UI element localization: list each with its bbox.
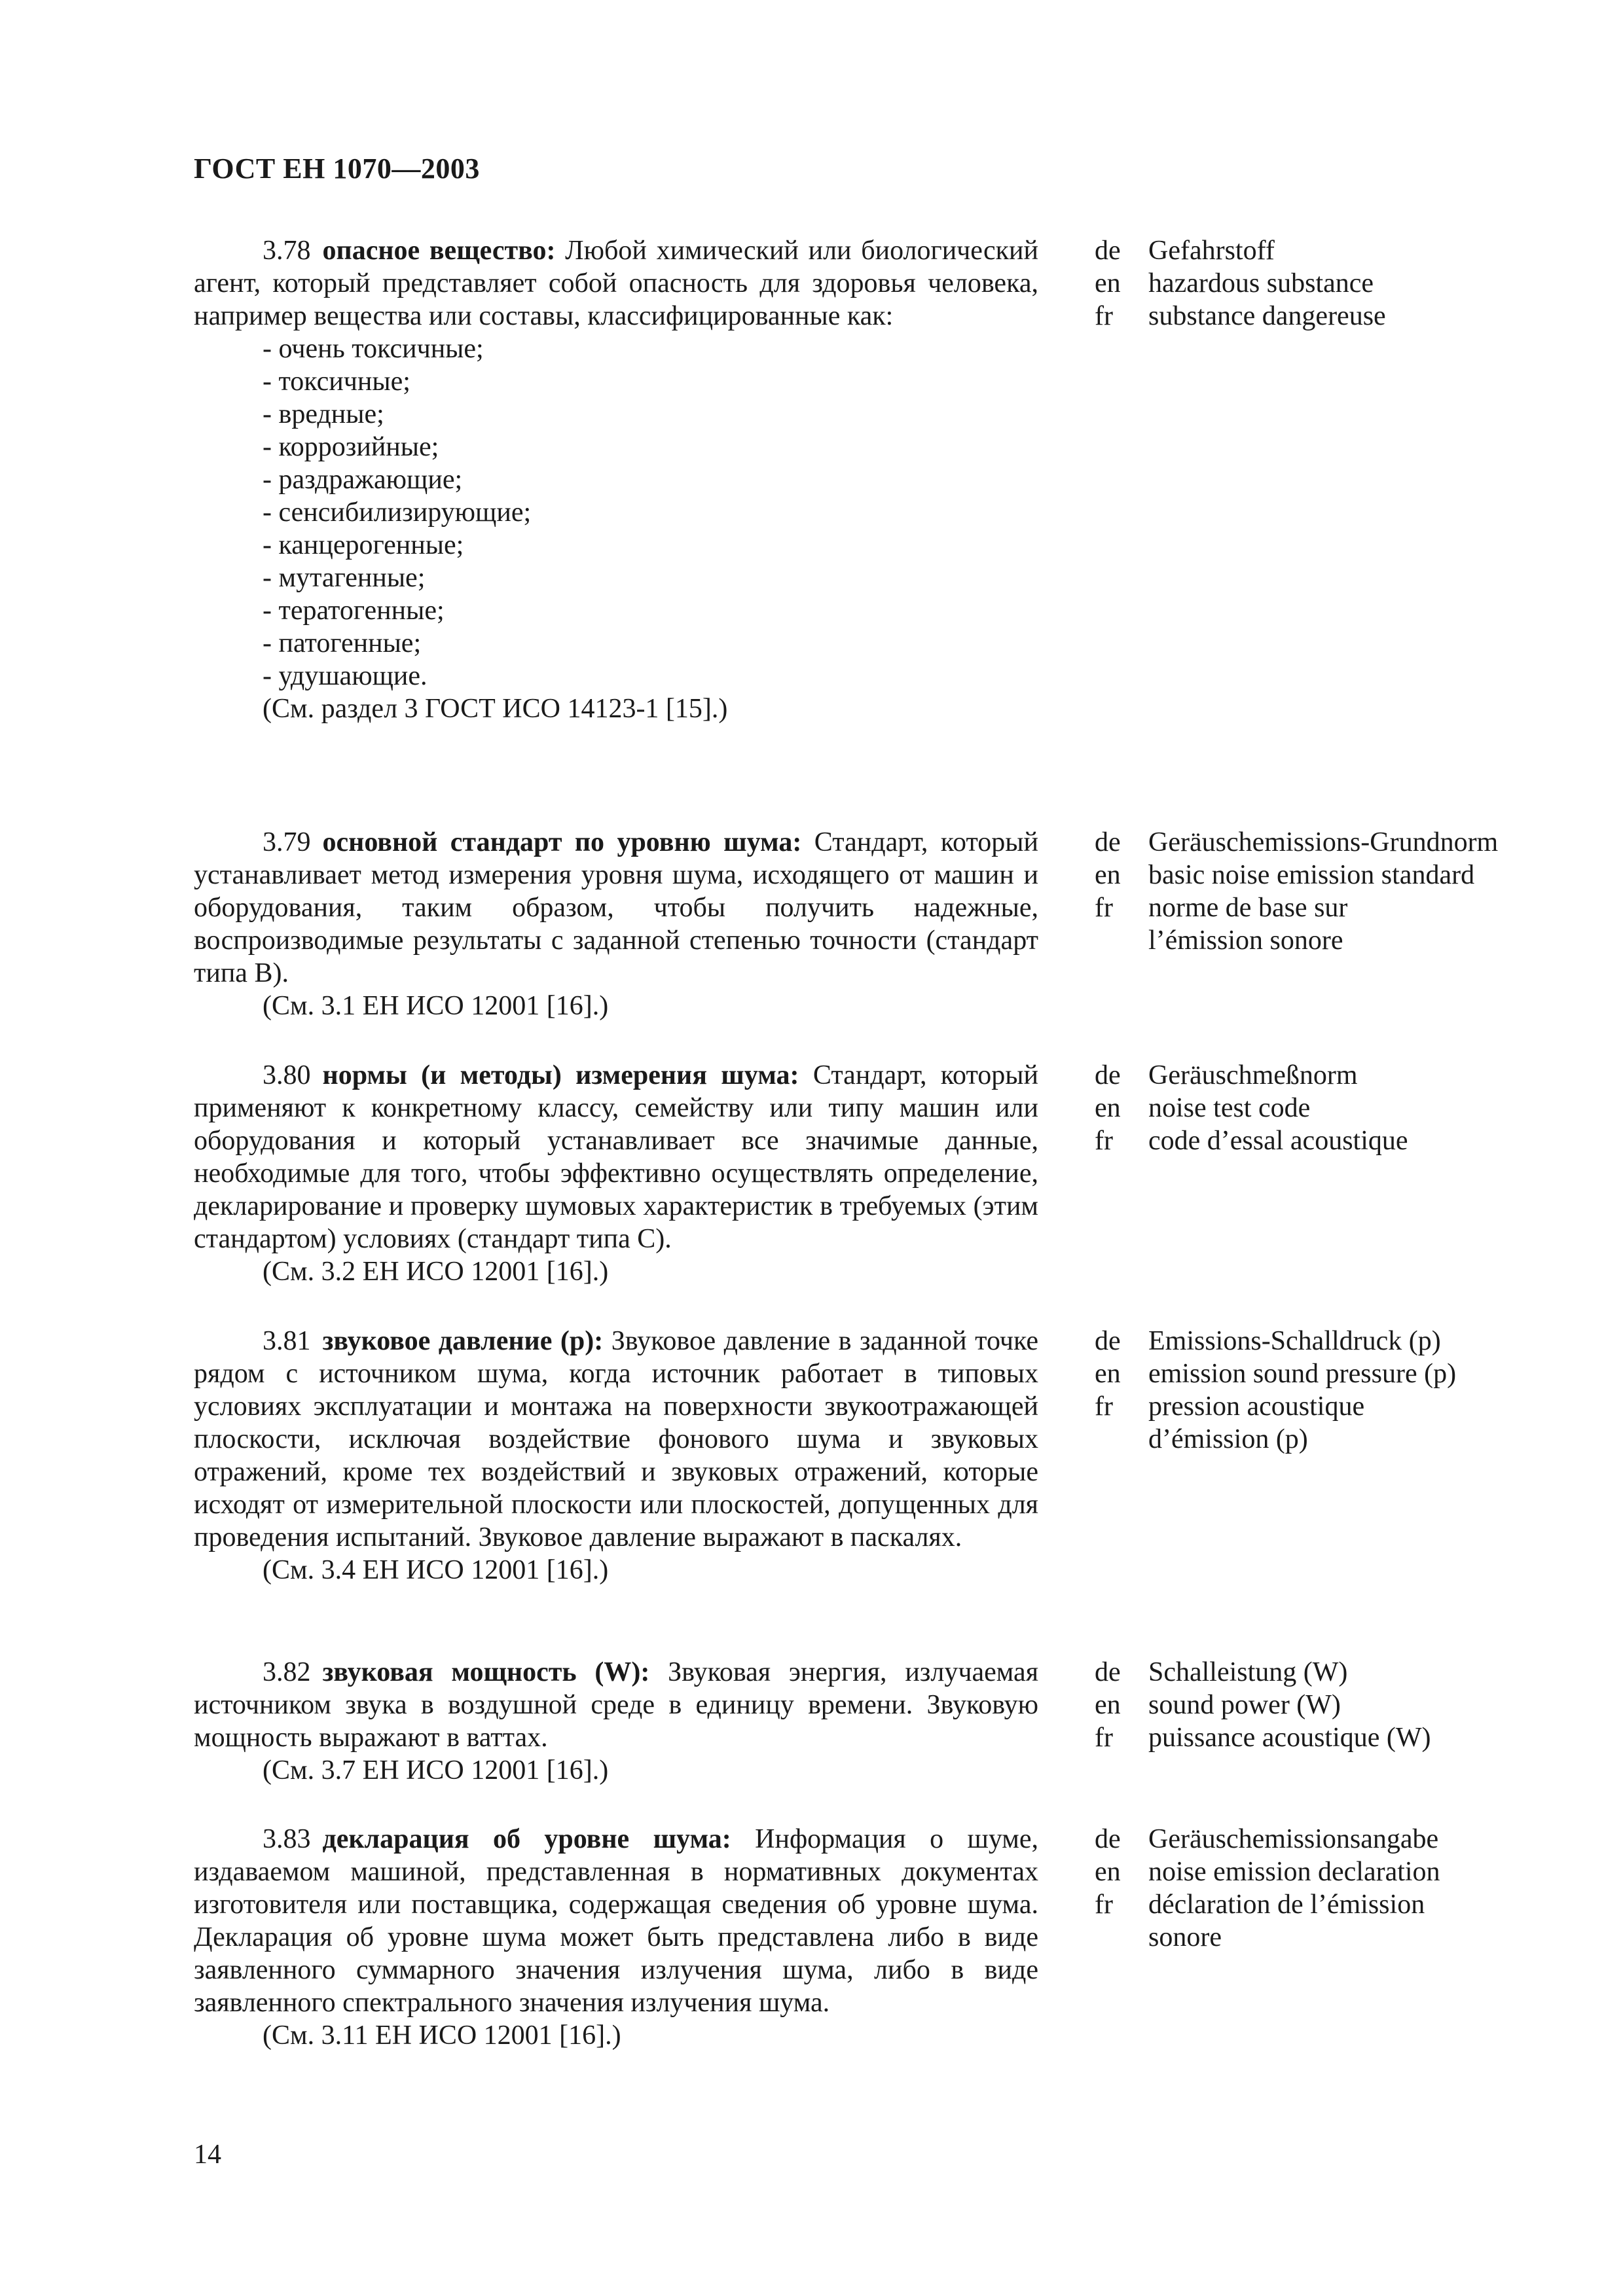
definition-text: Звуковое давление в заданной точке рядом с источником шума, когда источник работает в типовых условиях эксплуатации и монтажа на поверхности звукоотражающей плоскости, исключая воздействие фонового шума и звуковых отражений, кроме тех воздействий и звуковых отражений, которые исходят от измерительной плоскости или плоскостей, допущенных для проведения испытаний. Звуковое давление выражают в паскалях. bbox=[194, 1326, 1038, 1552]
translation-row bbox=[1095, 1059, 1566, 1092]
term-definition bbox=[194, 826, 1038, 1022]
lang-code: en bbox=[1095, 1093, 1121, 1123]
translation-row bbox=[1095, 891, 1566, 957]
list-item: - вредные; bbox=[263, 399, 384, 429]
lang-code: fr bbox=[1095, 1890, 1113, 1920]
translation-row bbox=[1095, 1124, 1566, 1157]
translations bbox=[1095, 1656, 1566, 1754]
translation-text: norme de base sur l’émission sonore bbox=[1148, 893, 1348, 956]
term-definition bbox=[194, 1325, 1038, 1587]
definition-text: Информация о шуме, издаваемом машиной, представленная в нормативных документах изготовителя или поставщика, содержащая сведения об уровне шума. Декларация об уровне шума может быть представлена либо в виде заявленного суммарного значения излучения шума, либо в виде заявленного спектрального значения излучения шума. bbox=[194, 1824, 1038, 2018]
term-definition bbox=[194, 1823, 1038, 2052]
lang-code: fr bbox=[1095, 301, 1113, 331]
translation-row bbox=[1095, 1721, 1566, 1754]
translation-text: pression acoustique d’émission (p) bbox=[1148, 1391, 1365, 1454]
translation-text: Geräuschemissionsangabe bbox=[1148, 1824, 1439, 1854]
translation-text: déclaration de l’émission sonore bbox=[1148, 1890, 1425, 1952]
lang-code: fr bbox=[1095, 893, 1113, 923]
lang-code: en bbox=[1095, 1690, 1121, 1720]
lang-code: de bbox=[1095, 1824, 1121, 1854]
translation-row bbox=[1095, 1357, 1566, 1390]
translation-row bbox=[1095, 1823, 1566, 1856]
translations bbox=[1095, 1059, 1566, 1157]
page-number: 14 bbox=[194, 2140, 221, 2170]
term-number: 3.80 bbox=[263, 1060, 311, 1090]
definition-paragraph bbox=[194, 1656, 1038, 1754]
translation-text: basic noise emission standard bbox=[1148, 860, 1475, 890]
translation-text: Geräuschmeßnorm bbox=[1148, 1060, 1358, 1090]
translation-row bbox=[1095, 1325, 1566, 1357]
translation-row bbox=[1095, 859, 1566, 891]
translation-text: substance dangereuse bbox=[1148, 301, 1386, 331]
translations bbox=[1095, 826, 1566, 957]
list-item: - раздражающие; bbox=[263, 465, 463, 495]
lang-code: fr bbox=[1095, 1723, 1113, 1753]
lang-code: de bbox=[1095, 1060, 1121, 1090]
translation-text: Emissions-Schalldruck (p) bbox=[1148, 1326, 1441, 1356]
translation-row bbox=[1095, 1888, 1566, 1954]
list-item: - патогенные; bbox=[263, 628, 422, 658]
translation-row bbox=[1095, 300, 1566, 332]
definition-paragraph bbox=[194, 826, 1038, 990]
translation-text: emission sound pressure (p) bbox=[1148, 1359, 1457, 1389]
translation-row bbox=[1095, 1656, 1566, 1689]
lang-code: de bbox=[1095, 827, 1121, 857]
term-name: опасное вещество: bbox=[322, 236, 556, 266]
term-number: 3.81 bbox=[263, 1326, 311, 1356]
term-number: 3.83 bbox=[263, 1824, 311, 1854]
definition-text: Звуковая энергия, излучаемая источником звука в воздушной среде в единицу времени. Звуковую мощность выражают в ваттах. bbox=[194, 1657, 1039, 1753]
list-item: - канцерогенные; bbox=[263, 530, 464, 560]
translation-text: sound power (W) bbox=[1148, 1690, 1341, 1720]
lang-code: de bbox=[1095, 236, 1121, 266]
list-item: - тератогенные; bbox=[263, 596, 445, 626]
term-number: 3.79 bbox=[263, 827, 311, 857]
reference-note: (См. 3.1 ЕН ИСО 12001 [16].) bbox=[263, 991, 609, 1021]
reference-note: (См. 3.4 ЕН ИСО 12001 [16].) bbox=[263, 1555, 609, 1585]
definition-paragraph bbox=[194, 1059, 1038, 1255]
reference-note: (См. 3.7 ЕН ИСО 12001 [16].) bbox=[263, 1755, 609, 1785]
lang-code: fr bbox=[1095, 1126, 1113, 1156]
term-definition bbox=[194, 234, 1038, 725]
list-item: - токсичные; bbox=[263, 367, 410, 397]
page-header: ГОСТ ЕН 1070—2003 bbox=[194, 152, 480, 185]
term-name: звуковое давление (p): bbox=[322, 1326, 604, 1356]
translation-text: Gefahrstoff bbox=[1148, 236, 1275, 266]
translation-text: Geräuschemissions-Grundnorm bbox=[1148, 827, 1499, 857]
lang-code: de bbox=[1095, 1326, 1121, 1356]
lang-code: en bbox=[1095, 1857, 1121, 1887]
definition-text: Любой химический или биологический агент, который представляет собой опасность для здоровья человека, например вещества или составы, классифицированные как: bbox=[194, 236, 1038, 331]
translation-row bbox=[1095, 1390, 1566, 1456]
definition-paragraph bbox=[194, 234, 1038, 332]
lang-code: de bbox=[1095, 1657, 1121, 1687]
term-name: звуковая мощность (W): bbox=[322, 1657, 650, 1687]
list-item: - коррозийные; bbox=[263, 432, 439, 462]
translation-row bbox=[1095, 826, 1566, 859]
term-number: 3.82 bbox=[263, 1657, 311, 1687]
translations bbox=[1095, 234, 1566, 332]
lang-code: en bbox=[1095, 268, 1121, 298]
translation-text: noise test code bbox=[1148, 1093, 1311, 1123]
translation-row bbox=[1095, 1092, 1566, 1124]
definition-text: Стандарт, который применяют к конкретному классу, семейству или типу машин или оборудования и который устанавливает все значимые данные, необходимые для того, чтобы эффективно осуществлять определение, декларирование и проверку шумовых характеристик в требуемых (этим стандартом) условиях (стандарт типа С). bbox=[194, 1060, 1038, 1254]
term-number: 3.78 bbox=[263, 236, 311, 266]
term-definition bbox=[194, 1059, 1038, 1288]
translation-text: code d’essal acoustique bbox=[1148, 1126, 1408, 1156]
translation-row bbox=[1095, 267, 1566, 300]
term-name: нормы (и методы) измерения шума: bbox=[322, 1060, 799, 1090]
term-name: основной стандарт по уровню шума: bbox=[322, 827, 802, 857]
translation-row bbox=[1095, 1856, 1566, 1888]
definition-paragraph bbox=[194, 1823, 1038, 2019]
translations bbox=[1095, 1823, 1566, 1954]
lang-code: en bbox=[1095, 1359, 1121, 1389]
lang-code: en bbox=[1095, 860, 1121, 890]
translation-text: Schalleistung (W) bbox=[1148, 1657, 1348, 1687]
translation-text: hazardous substance bbox=[1148, 268, 1374, 298]
list-item: - очень токсичные; bbox=[263, 334, 484, 364]
definition-text: Стандарт, который устанавливает метод измерения уровня шума, исходящего от машин и оборудования, таким образом, чтобы получить надежные, воспроизводимые результаты с заданной степенью точности (стандарт типа В). bbox=[194, 827, 1038, 988]
translation-row bbox=[1095, 234, 1566, 267]
list-item: - мутагенные; bbox=[263, 563, 426, 593]
lang-code: fr bbox=[1095, 1391, 1113, 1422]
reference-note: (См. 3.2 ЕН ИСО 12001 [16].) bbox=[263, 1257, 609, 1287]
reference-note: (См. раздел 3 ГОСТ ИСО 14123-1 [15].) bbox=[263, 694, 728, 724]
definition-paragraph bbox=[194, 1325, 1038, 1554]
translation-row bbox=[1095, 1689, 1566, 1721]
reference-note: (См. 3.11 ЕН ИСО 12001 [16].) bbox=[263, 2020, 621, 2051]
list-item: - сенсибилизирующие; bbox=[263, 497, 532, 528]
list-item: - удушающие. bbox=[263, 661, 428, 691]
substance-list bbox=[194, 332, 1038, 692]
term-definition bbox=[194, 1656, 1038, 1787]
term-name: декларация об уровне шума: bbox=[322, 1824, 731, 1854]
translations bbox=[1095, 1325, 1566, 1456]
translation-text: puissance acoustique (W) bbox=[1148, 1723, 1431, 1753]
translation-text: noise emission declaration bbox=[1148, 1857, 1440, 1887]
